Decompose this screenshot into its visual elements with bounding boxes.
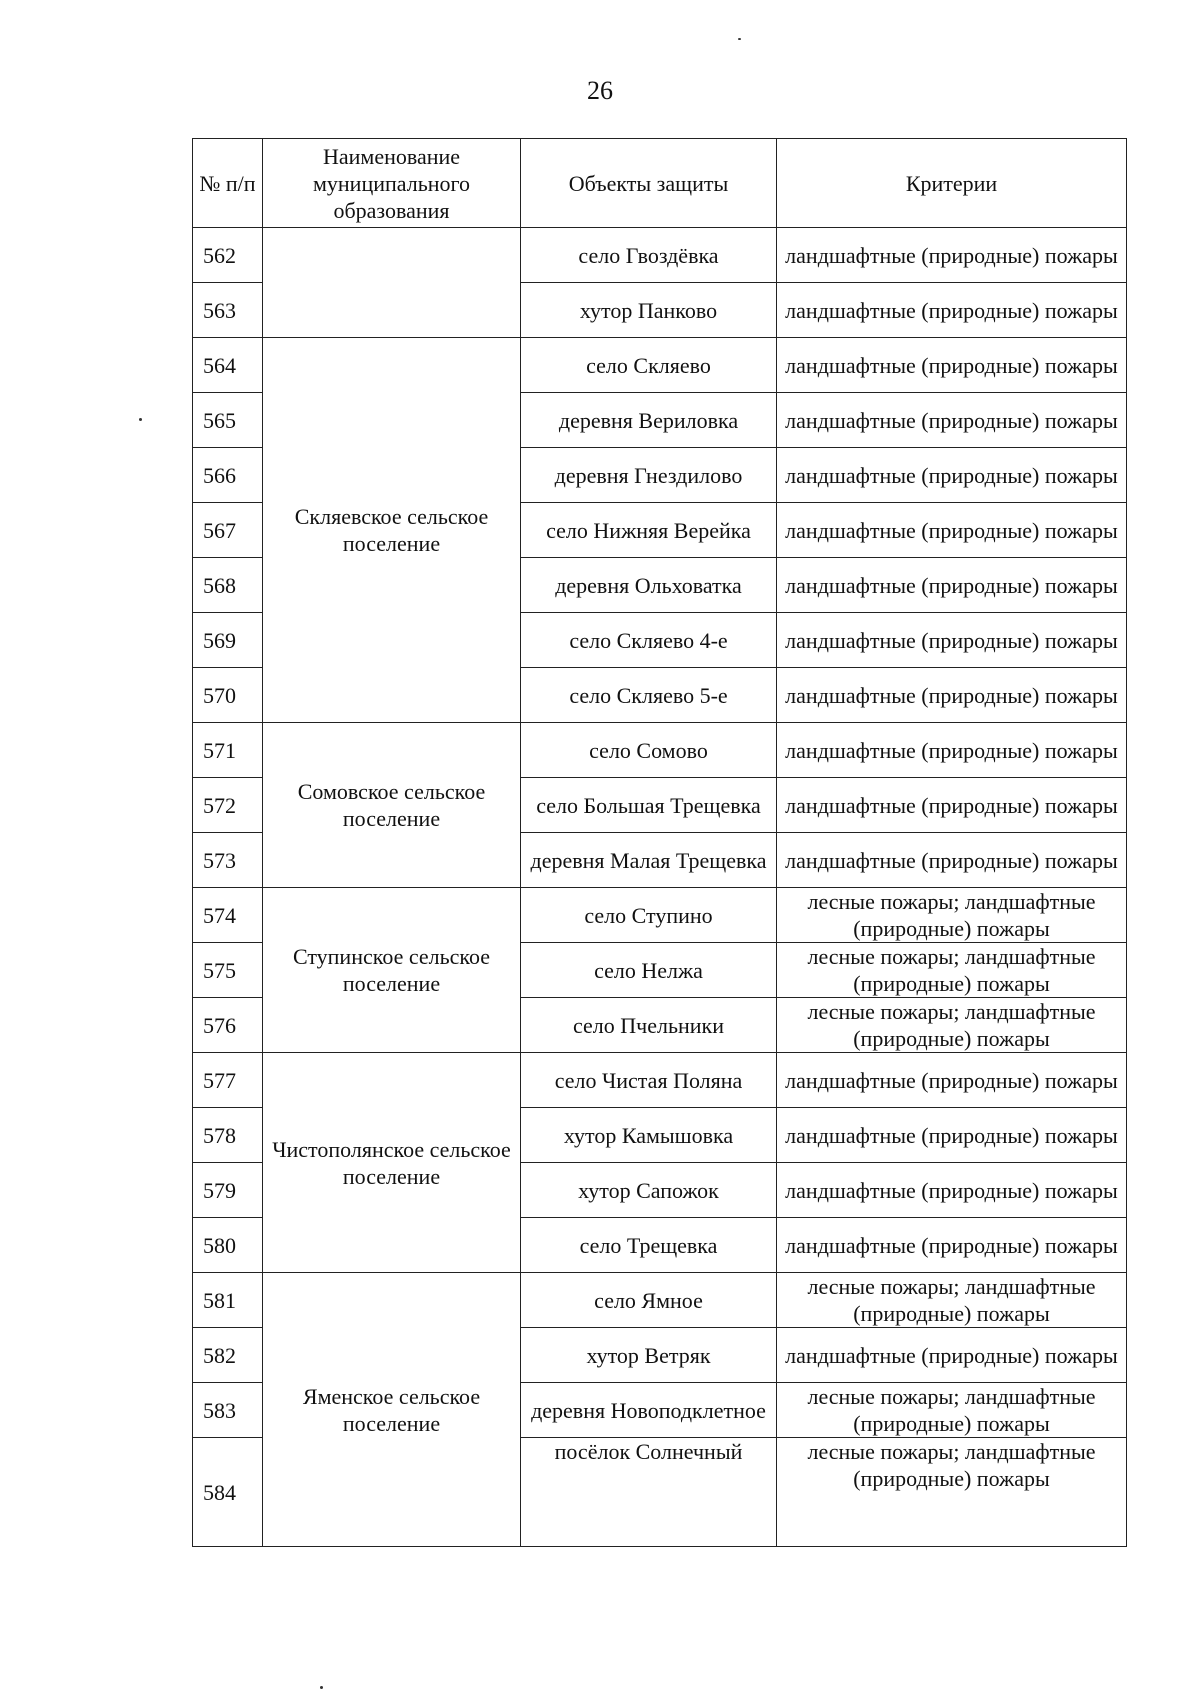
- row-num: 573: [193, 833, 263, 888]
- object-cell: село Гвоздёвка: [521, 228, 777, 283]
- object-cell: село Скляево 4-е: [521, 613, 777, 668]
- criteria-cell: лесные пожары; ландшафтные (природные) пожары: [777, 1383, 1127, 1438]
- criteria-cell: ландшафтные (природные) пожары: [777, 558, 1127, 613]
- criteria-cell: ландшафтные (природные) пожары: [777, 503, 1127, 558]
- criteria-cell: ландшафтные (природные) пожары: [777, 393, 1127, 448]
- object-cell: село Трещевка: [521, 1218, 777, 1273]
- criteria-cell: ландшафтные (природные) пожары: [777, 1328, 1127, 1383]
- object-cell: село Большая Трещевка: [521, 778, 777, 833]
- municipality-cell: Ступинское сельское поселение: [263, 888, 521, 1053]
- municipality-cell: Сомовское сельское поселение: [263, 723, 521, 888]
- row-num: 564: [193, 338, 263, 393]
- criteria-cell: ландшафтные (природные) пожары: [777, 833, 1127, 888]
- criteria-cell: ландшафтные (природные) пожары: [777, 1218, 1127, 1273]
- table-row: [193, 1273, 1127, 1328]
- row-num: 584: [193, 1438, 263, 1547]
- row-num: 567: [193, 503, 263, 558]
- row-num: 568: [193, 558, 263, 613]
- scan-speck: [320, 1686, 323, 1689]
- row-num: 576: [193, 998, 263, 1053]
- object-cell: хутор Камышовка: [521, 1108, 777, 1163]
- municipality-cell-empty: [263, 228, 521, 338]
- object-cell: хутор Панково: [521, 283, 777, 338]
- page-number: 26: [587, 76, 613, 105]
- object-cell: деревня Вериловка: [521, 393, 777, 448]
- object-cell: село Чистая Поляна: [521, 1053, 777, 1108]
- header-objects: Объекты защиты: [521, 139, 777, 228]
- object-cell: село Ступино: [521, 888, 777, 943]
- table-header-row: [193, 139, 1127, 228]
- object-cell: деревня Малая Трещевка: [521, 833, 777, 888]
- criteria-cell: ландшафтные (природные) пожары: [777, 778, 1127, 833]
- criteria-cell: лесные пожары; ландшафтные (природные) пожары: [777, 998, 1127, 1053]
- table-row: [193, 228, 1127, 283]
- row-num: 569: [193, 613, 263, 668]
- row-num: 565: [193, 393, 263, 448]
- object-cell: посёлок Солнечный: [521, 1438, 777, 1547]
- row-num: 572: [193, 778, 263, 833]
- scan-speck: [738, 38, 741, 40]
- criteria-cell: ландшафтные (природные) пожары: [777, 668, 1127, 723]
- object-cell: село Сомово: [521, 723, 777, 778]
- header-municipality: Наименование муниципального образования: [263, 139, 521, 228]
- criteria-cell: лесные пожары; ландшафтные (природные) пожары: [777, 1273, 1127, 1328]
- criteria-cell: ландшафтные (природные) пожары: [777, 283, 1127, 338]
- protection-objects-table: [192, 138, 1127, 1547]
- object-cell: село Нижняя Верейка: [521, 503, 777, 558]
- criteria-cell: ландшафтные (природные) пожары: [777, 1163, 1127, 1218]
- row-num: 577: [193, 1053, 263, 1108]
- row-num: 570: [193, 668, 263, 723]
- row-num: 581: [193, 1273, 263, 1328]
- table-row: [193, 1053, 1127, 1108]
- row-num: 580: [193, 1218, 263, 1273]
- criteria-cell: ландшафтные (природные) пожары: [777, 613, 1127, 668]
- object-cell: деревня Гнездилово: [521, 448, 777, 503]
- criteria-cell: ландшафтные (природные) пожары: [777, 1053, 1127, 1108]
- row-num: 571: [193, 723, 263, 778]
- row-num: 582: [193, 1328, 263, 1383]
- object-cell: деревня Новоподклетное: [521, 1383, 777, 1438]
- row-num: 563: [193, 283, 263, 338]
- table-row: [193, 888, 1127, 943]
- municipality-cell: Скляевское сельское поселение: [263, 338, 521, 723]
- municipality-cell: Чистополянское сельское поселение: [263, 1053, 521, 1273]
- row-num: 562: [193, 228, 263, 283]
- scan-speck: [139, 418, 142, 421]
- row-num: 575: [193, 943, 263, 998]
- criteria-cell: лесные пожары; ландшафтные (природные) пожары: [777, 888, 1127, 943]
- row-num: 566: [193, 448, 263, 503]
- criteria-cell: лесные пожары; ландшафтные (природные) пожары: [777, 1438, 1127, 1547]
- row-num: 574: [193, 888, 263, 943]
- object-cell: село Пчельники: [521, 998, 777, 1053]
- row-num: 579: [193, 1163, 263, 1218]
- criteria-cell: ландшафтные (природные) пожары: [777, 723, 1127, 778]
- criteria-cell: лесные пожары; ландшафтные (природные) пожары: [777, 943, 1127, 998]
- object-cell: село Скляево 5-е: [521, 668, 777, 723]
- municipality-cell: Яменское сельское поселение: [263, 1273, 521, 1547]
- criteria-cell: ландшафтные (природные) пожары: [777, 338, 1127, 393]
- row-num: 583: [193, 1383, 263, 1438]
- criteria-cell: ландшафтные (природные) пожары: [777, 448, 1127, 503]
- object-cell: хутор Ветряк: [521, 1328, 777, 1383]
- row-num: 578: [193, 1108, 263, 1163]
- table-row: [193, 723, 1127, 778]
- criteria-cell: ландшафтные (природные) пожары: [777, 228, 1127, 283]
- object-cell: деревня Ольховатка: [521, 558, 777, 613]
- header-criteria: Критерии: [777, 139, 1127, 228]
- header-num: № п/п: [193, 139, 263, 228]
- object-cell: село Скляево: [521, 338, 777, 393]
- criteria-cell: ландшафтные (природные) пожары: [777, 1108, 1127, 1163]
- object-cell: село Ямное: [521, 1273, 777, 1328]
- table-row: [193, 338, 1127, 393]
- object-cell: хутор Сапожок: [521, 1163, 777, 1218]
- object-cell: село Нелжа: [521, 943, 777, 998]
